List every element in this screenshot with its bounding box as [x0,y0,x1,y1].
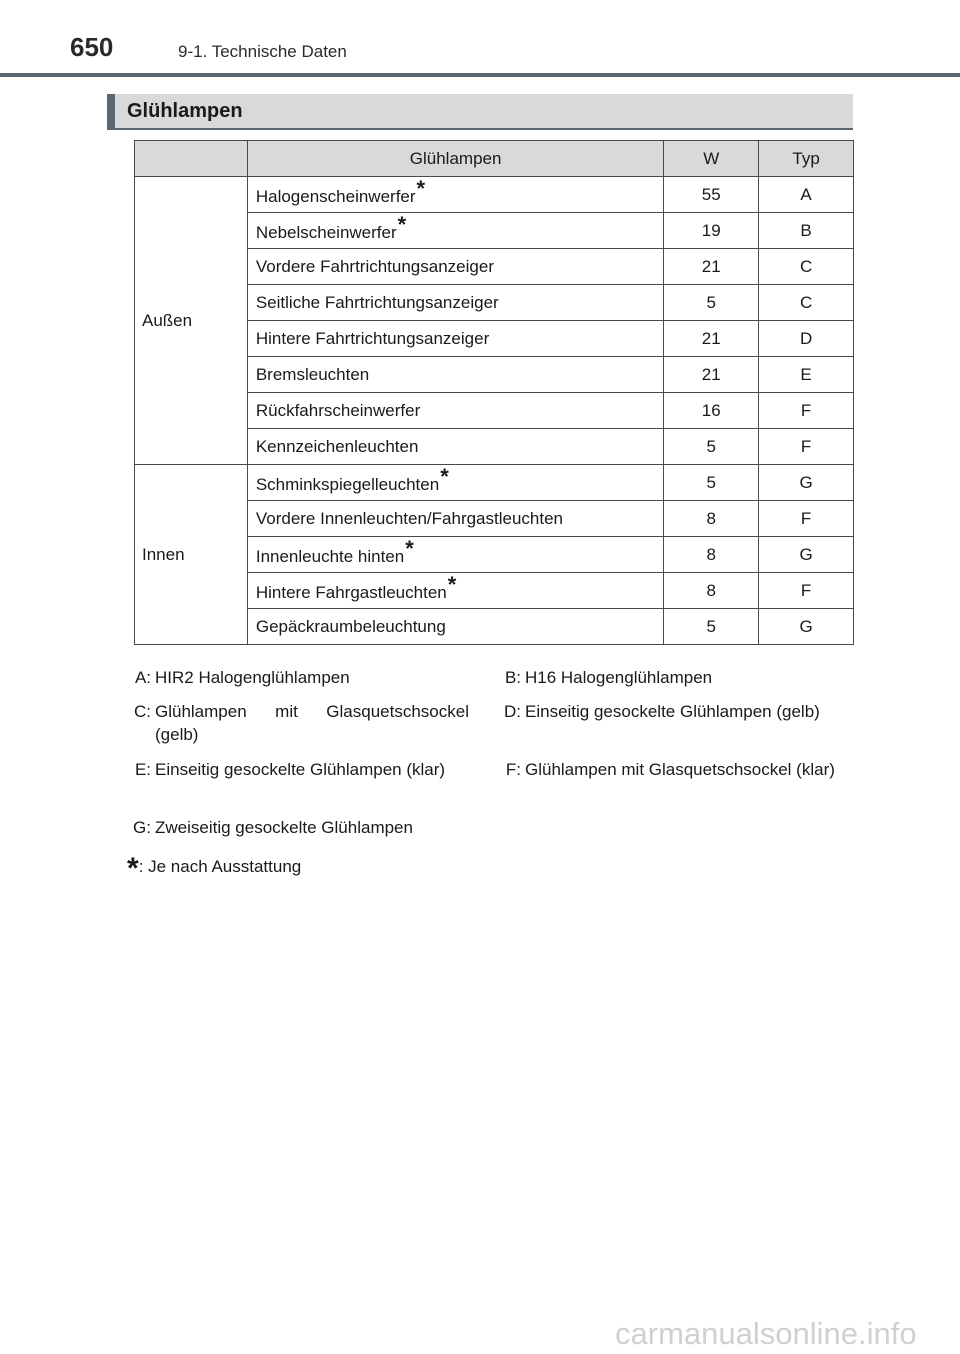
bulb-name-cell [247,501,664,537]
watt-cell: 55 [664,177,759,213]
watt-cell: 21 [664,321,759,357]
bulb-name-cell [247,573,664,609]
bulb-name: Bremsleuchten [255,364,370,384]
header-bulbs: Glühlampen [247,141,664,177]
legend-text: Zweiseitig gesockelte Glühlampen [155,818,413,837]
page-number: 650 [70,32,114,62]
asterisk-icon: * [416,175,426,201]
type-cell: G [759,465,854,501]
legend-text: Glühlampen mit Glasquetschsockel (gelb) [155,702,469,744]
watt-cell: 5 [664,609,759,645]
title-accent [107,94,115,128]
bulb-name-cell [247,357,664,393]
type-cell: A [759,177,854,213]
bulb-name: Rückfahrscheinwerfer [255,400,421,420]
legend-key: B: [504,668,521,687]
header-watt: W [664,141,759,177]
group-label: Außen [135,177,248,465]
type-cell: C [759,285,854,321]
type-cell: F [759,501,854,537]
bulb-name-cell [247,465,664,501]
legend-item [127,758,469,806]
type-cell: D [759,321,854,357]
group-label: Innen [135,465,248,645]
section-header: 9-1. Technische Daten [178,42,347,61]
bulb-name: Schminkspiegelleuchten [255,474,440,494]
header-type: Typ [759,141,854,177]
header-group [135,141,248,177]
bulb-name-cell [247,429,664,465]
type-cell: F [759,393,854,429]
bulb-name-cell [247,393,664,429]
asterisk-icon: * [447,571,457,597]
legend-item [497,700,839,748]
bulb-name: Kennzeichenleuchten [255,436,419,456]
legend-item [497,666,839,690]
type-cell: G [759,537,854,573]
type-cell: C [759,249,854,285]
legend-key: G: [133,818,151,837]
watt-cell: 19 [664,213,759,249]
watt-cell: 21 [664,357,759,393]
bulb-name-cell [247,537,664,573]
legend-key: D: [504,702,521,721]
asterisk-icon: * [127,852,139,885]
watt-cell: 8 [664,573,759,609]
type-cell: E [759,357,854,393]
watt-cell: 8 [664,537,759,573]
bulb-name-cell [247,213,664,249]
section-title-bar [107,94,853,130]
legend-key: A: [134,668,151,687]
asterisk-icon: * [440,463,449,489]
bulb-name: Seitliche Fahrtrichtungsanzeiger [255,292,499,312]
type-cell: B [759,213,854,249]
legend-key: F: [505,760,521,779]
watt-cell: 5 [664,429,759,465]
type-cell: F [759,429,854,465]
bulb-name: Vordere Fahrtrichtungsanzeiger [255,256,494,276]
legend-item [497,758,839,806]
bulb-name-cell [247,285,664,321]
type-cell: G [759,609,854,645]
asterisk-icon: * [405,535,414,561]
bulb-name: Halogenscheinwerfer [255,186,416,206]
bulb-name: Gepäckraumbeleuchtung [255,616,446,636]
watt-cell: 8 [664,501,759,537]
watt-cell: 16 [664,393,759,429]
bulb-name: Hintere Fahrgastleuchten [255,582,447,602]
bulb-name: Nebelscheinwerfer [255,222,397,242]
bulb-name: Innenleuchte hinten [255,546,405,566]
legend-text: Glühlampen mit Glasquetschsockel (klar) [525,760,835,779]
footnote-text: : Je nach Ausstattung [138,857,302,876]
table-row [135,465,854,501]
watt-cell: 5 [664,465,759,501]
watt-cell: 5 [664,285,759,321]
table-header-row [135,141,854,177]
bulb-name-cell [247,177,664,213]
legend-text: Einseitig gesockelte Glühlampen (gelb) [525,702,820,721]
bulb-table [134,140,854,645]
type-cell: F [759,573,854,609]
asterisk-icon: * [397,211,407,237]
section-title: Glühlampen [127,100,243,122]
bulb-name: Hintere Fahrtrichtungsanzeiger [255,328,490,348]
legend-item [127,816,527,840]
header-rule [0,73,960,77]
bulb-name: Vordere Innenleuchten/Fahrgastleuchten [255,508,564,528]
table-row [135,177,854,213]
legend-text: HIR2 Halogenglühlampen [155,668,350,687]
watermark: carmanualsonline.info [615,1316,917,1351]
legend-item [127,666,469,690]
footnote [127,846,302,885]
legend-text: Einseitig gesockelte Glühlampen (klar) [155,760,446,779]
bulb-name-cell [247,321,664,357]
legend-item [127,700,469,748]
bulb-name-cell [247,249,664,285]
watt-cell: 21 [664,249,759,285]
bulb-name-cell [247,609,664,645]
legend-key: E: [134,760,151,779]
legend-text: H16 Halogenglühlampen [525,668,713,687]
legend-key: C: [134,702,151,721]
